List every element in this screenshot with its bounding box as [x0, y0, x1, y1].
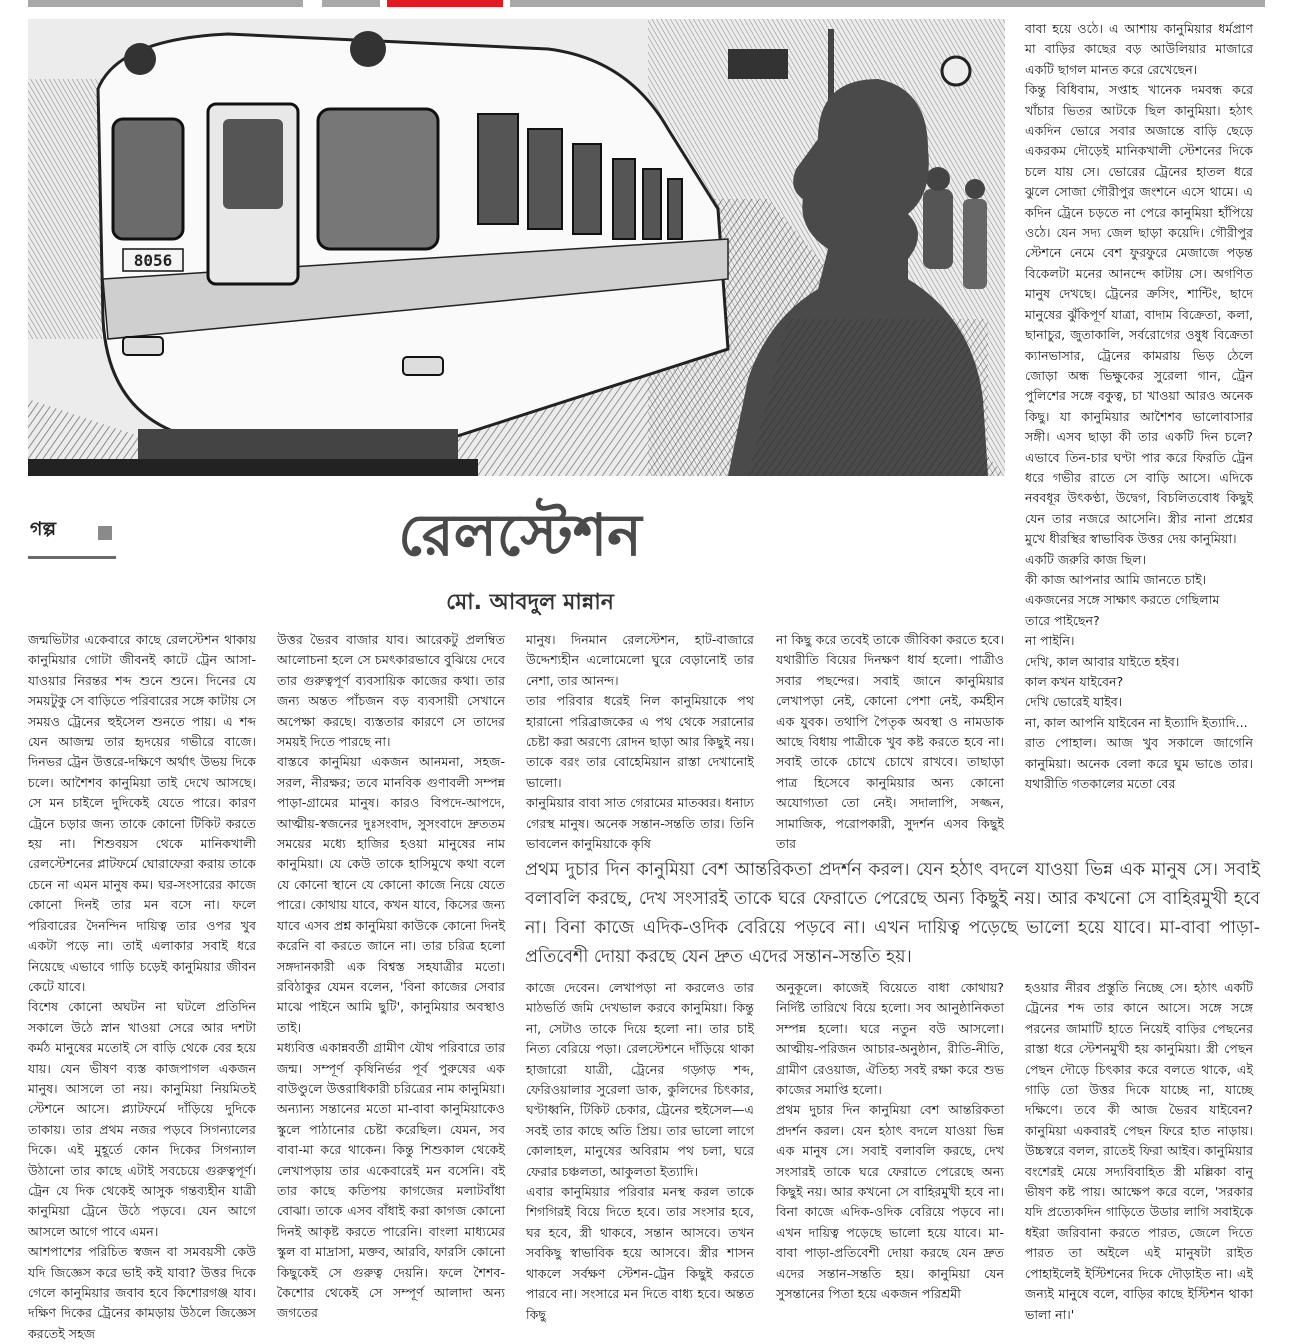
headlamp [124, 43, 156, 75]
story-headline: রেলস্টেশন [398, 501, 642, 569]
body-column-3-bottom [526, 978, 754, 1324]
train-window [113, 119, 183, 239]
dialogue-line: কী কাজ আপনার আমি জানতে চাই। [1025, 571, 1207, 587]
dialogue-line: একজনের সঙ্গে সাক্ষাৎ করতে গেছিলাম [1025, 592, 1220, 608]
right-column-top [1025, 19, 1253, 827]
body-column-3-top [526, 630, 754, 852]
paragraph: মধ্যবিত্ত একান্নবর্তী গ্রামীণ যৌথ পরিবারে তার জন্ম। সম্পূর্ণ কৃষিনির্ভর পূর্ব পুরুষের এক বাউণ্ডুলে উত্তরাধিকারী চরিত্রের নাম কানুমিয়া। অন্যান্য সন্তানের মতো মা-বাবা কানুমিয়াকেও স্কুলে পাঠানোর চেষ্টা করেছিল। যেমন, সব বাবা-মা করে থাকেন। কিন্তু শিশুকাল থেকেই লেখাপড়ায় তার একেবারেই মন বসেনি। বই তার কাছে কতিপয় কাগজের মলাটবাঁধা বোঝা। তাকে এসব বাঁধাই করা কাগজ কোনো দিনই আকৃষ্ট করতে পারেনি। বাংলা মাধ্যমের স্কুল বা মাদ্রাসা, মক্তব, আরবি, ফারসি কোনো কিছুকেই সে গুরুত্ব দেয়নি। ফলে শৈশব-কৈশোর থেকেই সে সম্পূর্ণ আলাদা অন্য জগতের [277, 1040, 505, 1321]
author-byline: মো. আবদুল মান্নান [446, 590, 614, 615]
dialogue-line: তারে পাইছেন? [1025, 612, 1100, 628]
paragraph: বাস্তবে কানুমিয়া একজন আনমনা, সহজ-সরল, নীরক্ষর; তবে মানবিক গুণাবলী সম্পন্ন পাড়া-গ্রামের মানুষ। কারও বিপদে-আপদে, আত্মীয়-স্বজনের দুঃসংবাদ, সুসংবাদে দ্রুততম সময়ের মধ্যে হাজির হওয়া মানুষের নাম কানুমিয়া। যে কেউ তাকে হাসিমুখে কথা বলে যে কোনো স্থানে যে কোনো কাজে নিয়ে যেতে পারে। কোথায় যাবে, কখন যাবে, কিসের জন্য যাবে এসব প্রশ্ন কানুমিয়া কাউকে কোনো দিনই করেনি বা করতে জানে না। তার চরিত্র হলো সঙ্গদানকারী এক বিশ্বস্ত সহযাত্রীর মতো। রবিঠাকুর যেমন বলেন, 'বিনা কাজের সেবার মাঝে পাইনে আমি ছুটি', কানুমিয়ার অবস্থাও তাই। [277, 754, 505, 1035]
train-station-illustration [28, 19, 1005, 476]
body-column-4-bottom [776, 978, 1004, 1324]
paragraph: মানুষ। দিনমান রেলস্টেশন, হাট-বাজারে উদ্দেশ্যহীন এলোমেলো ঘুরে বেড়ানোই তার নেশা, তার আনন্দ। [526, 632, 754, 688]
paragraph: তার পরিবার ধরেই নিল কানুমিয়াকে পথ হারানো পরিব্রাজকের এ পথ থেকে সরানোর চেষ্টা করা অরণ্যে রোদন ছাড়া আর কিছুই নয়। তাকে বরং তার বোহেমিয়ান রাস্তা দেখানোই ভালো। [526, 693, 754, 790]
paragraph: এবার কানুমিয়ার পরিবার মনস্থ করল তাকে শিগগিরই বিয়ে দিতে হবে। তার সংসার হবে, ঘর হবে, স্ত্রী থাকবে, সন্তান আসবে। তখন সবকিছু স্বাভাবিক হয়ে আসবে। স্ত্রীর শাসন থাকলে সর্বক্ষণ স্টেশন-ট্রেন কিছুই করতে পারবে না। সংসারে মন দিতে বাধ্য হবে। অন্তত কিছু [526, 1184, 754, 1322]
headlamp [350, 31, 386, 67]
paragraph: কিন্তু বিধিবাম, সপ্তাহ খানেক দমবন্ধ করে খাঁচার ভিতর আটকে ছিল কানুমিয়া। হঠাৎ একদিন ভোরে সবার অজান্তে বাড়ি ছেড়ে একরকম দৌড়েই মানিকখালী স্টেশনের দিকে চলে যায় সে। ভোরের ট্রেনের হাতল ধরে ঝুলে সোজা গৌরীপুর জংশনে এসে থামে। এ কদিন ট্রেনে চড়তে না পেরে কানুমিয়া হাঁপিয়ে ওঠে। যেন সদ্য জেল ছাড়া কয়েদি। গৌরীপুর স্টেশনে নেমে বেশ ফুরফুরে মেজাজে পড়ন্ত বিকেলটা মনের আনন্দে কাটায় সে। অগণিত মানুষ দেখছে। ট্রেনের ক্রসিং, শান্টিং, ছাদে মানুষের ঝুঁকিপূর্ণ যাত্রা, বাদাম বিক্রেতা, কলা, ছানাচুর, জুতাকালি, সর্বরোগের ওষুধ বিক্রেতা ক্যানভাসার, ট্রেনের কামরায় ভিড় ঠেলে জোড়া অন্ধ ভিক্ষুকের সুরেলা গান, ট্রেন পুলিশের সঙ্গে বকুত্ব, চা খাওয়া আরও অনেক কিছু। যা কানুমিয়ার আশৈশব ভালোবাসার সঙ্গী। এসব ছাড়া কী তার একটি দিন চলে? এভাবে তিন-চার ঘণ্টা পার করে ফিরতি ট্রেন ধরে গভীর রাতে সে বাড়ি আসে। এদিকে নববধূর উৎকণ্ঠা, উদ্বেগ, বিচলিতবোধ কিছুই যেন তার নজরে আসেনি। স্ত্রীর নানা প্রশ্নের মুখে ধীরস্থির স্বাভাবিক উত্তর দেয় কানুমিয়া। [1025, 82, 1253, 547]
body-column-2 [277, 630, 505, 1324]
top-rule-segment [322, 0, 380, 7]
body-column-4-top [776, 630, 1004, 852]
kicker-square-icon [98, 526, 112, 540]
paragraph: রাত পোহাল। আজ খুব সকালে জাগেনি কানুমিয়া। অনেক বেলা করে ঘুম ভাঙে তার। যথারীতি গতকালের মতো বের [1025, 735, 1253, 792]
kicker-underline [28, 556, 116, 559]
dialogue-line: কাল কখন যাইবেন? [1025, 674, 1124, 689]
pull-quote: প্রথম দুচার দিন কানুমিয়া বেশ আন্তরিকতা প্রদর্শন করল। যেন হঠাৎ বদলে যাওয়া ভিন্ন এক মানুষ সে। সবাই বলাবলি করছে, দেখ সংসারই তাকে ঘরে ফেরাতে পেরেছে অন্য কিছুই নয়। আর কখনো সে বাহিরমুখী হবে না। বিনা কাজে এদিক-ওদিক বেরিয়ে পড়বে না। এখন দায়িত্ব পড়েছে ভালো হয়ে যাবে। মা-বাবা পাড়া-প্রতিবেশী দোয়া করছে যেন দ্রুত এদের সন্তান-সন্ততি হয়। [525, 860, 1260, 967]
dialogue-line: না, কাল আপনি যাইবেন না ইত্যাদি ইত্যাদি... [1025, 714, 1248, 730]
body-column-1 [28, 630, 256, 1341]
paragraph: কাজে দেবেন। লেখাপড়া না করলেও তার মাঠভর্তি জমি দেখভাল করবে কানুমিয়া। কিন্তু না, সেটাও তাকে দিয়ে হলো না। তার চাই নিত্য বেরিয়ে পড়া। রেলস্টেশনে দাঁড়িয়ে থাকা হাজারো যাত্রী, ট্রেনের গড়্গড় শব্দ, ফেরিওয়ালার সুরেলা ডাক, কুলিদের চিৎকার, ঘণ্টাধ্বনি, টিকিট চেকার, ট্রেনের হুইসেল—এ সবই তার কাছে অতি প্রিয়। তার ভালো লাগে কোলাহল, মানুষের অবিরাম পথ চলা, ঘরে ফেরার চঞ্চলতা, আকুলতা ইত্যাদি। [526, 980, 754, 1179]
paragraph: না কিছু করে তবেই তাকে জীবিকা করতে হবে। যথারীতি বিয়ের দিনক্ষণ ধার্য হলো। পাত্রীও সবার পছন্দের। সবাই জানে কানুমিয়ার লেখাপড়া নেই, কোনো পেশা নেই, কর্মহীন এক যুবক। তথাপি পৈতৃক অবস্থা ও নামডাক আছে বিধায় পাত্রীকে খুব কষ্ট করতে হবে না। সবাই তাকে চোখে চোখে রাখবে। তাছাড়া পাত্র হিসেবে কানুমিয়ার অন্য কোনো অযোগ্যতা তো নেই। সদালাপি, সজ্জন, সামাজিক, পরোপকারী, সুদর্শন এসব কিছুই তার [776, 632, 1004, 852]
paragraph: বাবা হয়ে ওঠে। এ আশায় কানুমিয়ার ধর্মপ্রাণ মা বাড়ির কাছের বড় আউলিয়ার মাজারে একটি ছাগল মানত করে রেখেছেন। [1025, 21, 1253, 77]
dialogue-line: একটি জরুরি কাজ ছিল। [1025, 551, 1147, 567]
illustration-svg [28, 19, 1005, 476]
paragraph: অনুকূলে। কাজেই বিয়েতে বাধা কোথায়? নির্দিষ্ট তারিখে বিয়ে হলো। সব আনুষ্ঠানিকতা সম্পন্ন হলো। ঘরে নতুন বউ আসলো। আত্মীয়-পরিজন আচার-অনুষ্ঠান, রীতি-নীতি, গ্রামীণ রেওয়াজ, ঐতিহ্য সবই রক্ষা করে শুভ কাজের সমাপ্তি হলো। [776, 980, 1004, 1098]
train-number: 8056 [133, 251, 173, 270]
top-rule-accent [387, 0, 503, 7]
paragraph: হওয়ার নীরব প্রস্তুতি নিচ্ছে সে। হঠাৎ একটি ট্রেনের শব্দ তার কানে আসে। সঙ্গে সঙ্গে পরনের জামাটি হাতে নিয়েই বাড়ির পেছনের রাস্তা ধরে স্টেশনমুখী হয় কানুমিয়া। স্ত্রী পেছন পেছন দৌড়ে চিৎকার করে বলতে থাকে, এই গাড়ি তো উত্তর দিকে যাচ্ছে না, যাচ্ছে দক্ষিণে। তবে কী আজ ভৈরব যাইবেন? কানুমিয়া একবারই পেছন ফিরে হাত নাড়ায়। উচ্চস্বরে বলল, রাতেই ফিরা আইব। কানুমিয়ার বংশেরই মেয়ে সদ্যবিবাহিত স্ত্রী মল্লিকা বানু ভীষণ কষ্ট পায়। আক্ষেপ করে বলে, 'সরকার যদি প্রত্যেকদিন গাড়িতে উডার লাগি সবাইকে ধইরা জরিবানা করতে পারত, জেলে দিতে পারত তা অইলে এই মানুষটা রাইত পোহাইলেই ইস্টিশনের দিকে দৌড়াইত না। এই জন্যই মানুষে বলে, বাড়ির কাছে ইস্টিশন থাকা ভালা না।' [1025, 980, 1253, 1322]
paragraph: জন্মভিটার একেবারে কাছে রেলস্টেশন থাকায় কানুমিয়ার গোটা জীবনই কাটে ট্রেন আসা-যাওয়ার নিরন্তর শব্দ শুনে শুনে। দিনের যে সময়টুকু সে বাড়িতে পরিবারের সঙ্গে কাটায় সে সময়ও ট্রেনের হুইসেল শুনতে পায়। এ শব্দ যেন আজন্ম তার হৃদয়ের গভীরে বাজে। দিনভর ট্রেন উত্তরে-দক্ষিণে অর্থাৎ উভয় দিকে চলে। আশৈশব কানুমিয়া তাই দেখে আসছে। সে মন চাইলে দুদিকেই যেতে পারে। কারণ ট্রেনে চড়ার জন্য তাকে কোনো টিকিট করতে হয় না। শিশুবয়স থেকে মানিকখালী রেলস্টেশনের প্লাটফর্মে ঘোরাফেরা করায় তাকে চেনে না এমন মানুষ কম। ঘর-সংসারের কাজে কোনো দিনই তার মন বসে না। ফলে পরিবারের দৈনন্দিন দায়িত্ব তার ওপর খুব একটা পড়ে না। তাই এলাকার সবাই ধরে নিয়েছে এভাবে গাড়ি চড়েই কানুমিয়ার জীবন কেটে যাবে। [28, 632, 256, 994]
top-rule-bar [0, 0, 1290, 8]
paragraph: প্রথম দুচার দিন কানুমিয়া বেশ আন্তরিকতা প্রদর্শন করল। যেন হঠাৎ বদলে যাওয়া ভিন্ন এক মানুষ সে। সবাই বলাবলি করছে, দেখ সংসারই তাকে ঘরে ফেরাতে পেরেছে অন্য কিছুই নয়। আর কখনো সে বাহিরমুখী হবে না। বিনা কাজে এদিক-ওদিক বেরিয়ে পড়বে না। এখন দায়িত্ব পড়েছে ভালো হয়ে যাবে। মা-বাবা পাড়া-প্রতিবেশী দোয়া করছে যেন দ্রুত এদের সন্তান-সন্ততি হয়। কানুমিয়া যেন সুসন্তানের পিতা হয়ে একজন পরিশ্রমী [776, 1102, 1004, 1302]
dialogue-line: দেখি, কাল আবার যাইতে হইব। [1025, 653, 1180, 669]
train-window [318, 109, 438, 249]
paragraph: আশপাশের পরিচিত স্বজন বা সমবয়সী কেউ যদি জিজ্ঞেস করে ভাই কই যাবা? উত্তর দিকে গেলে কানুমিয়ার জবাব হবে কিশোরগঞ্জ যাব। দক্ষিণ দিকের ট্রেনের কামড়ায় উঠলে জিজ্ঞেস করতেই সহজ [28, 1244, 256, 1341]
paragraph: উত্তর ভৈরব বাজার যাব। আরেকটু প্রলম্বিত আলোচনা হলে সে চমৎকারভাবে বুঝিয়ে দেবে তার গুরুত্বপূর্ণ ব্যবসায়িক কাজের কথা। তার জন্য অন্তত পাঁচজন বড় ব্যবসায়ী সেখানে অপেক্ষা করছে। ব্যস্ততার কারণে সে তাদের সময়ই দিতে পারছে না। [277, 632, 505, 750]
section-kicker: গল্প [30, 518, 57, 540]
paragraph: বিশেষ কোনো অঘটন না ঘটলে প্রতিদিন সকালে উঠে স্নান খাওয়া সেরে আর দশটা কর্মঠ মানুষের মতোই সে বাড়ি থেকে বের হয়ে যায়। যেন ভীষণ ব্যস্ত কাজপাগল একজন মানুষ। আসলে তা নয়। কানুমিয়া নিয়মিতই স্টেশনে আসে। প্ল্যাটফর্মে দাঁড়িয়ে দুদিকে তাকায়। তার প্রথম নজর পড়বে সিগন্যালের দিকে। এই মুহূর্তে কোন দিকের সিগন্যাল উঠানো তার কাছে এটাই সবচেয়ে গুরুত্বপূর্ণ। ট্রেন যে দিক থেকেই আসুক গন্তব্যহীন যাত্রী কানুমিয়া ট্রেনে উঠে পড়বে। যেন আগে আসলে আগে পাবে এমন। [28, 999, 256, 1239]
dialogue-line: দেখি ভোরেই যাইব। [1025, 694, 1123, 710]
top-rule-segment [28, 0, 303, 7]
top-rule-segment [510, 0, 1265, 7]
paragraph: কানুমিয়ার বাবা সাত গেরামের মাতব্বর। ধনাঢ্য গেরস্থ মানুষ। অনেক সন্তান-সন্ততি তার। তিনি ভাবলেন কানুমিয়াকে কৃষি [526, 795, 754, 852]
station-clock [942, 57, 970, 85]
departure-board [728, 49, 788, 79]
dialogue-line: না পাইনি। [1025, 633, 1075, 649]
body-column-5-bottom [1025, 978, 1253, 1324]
